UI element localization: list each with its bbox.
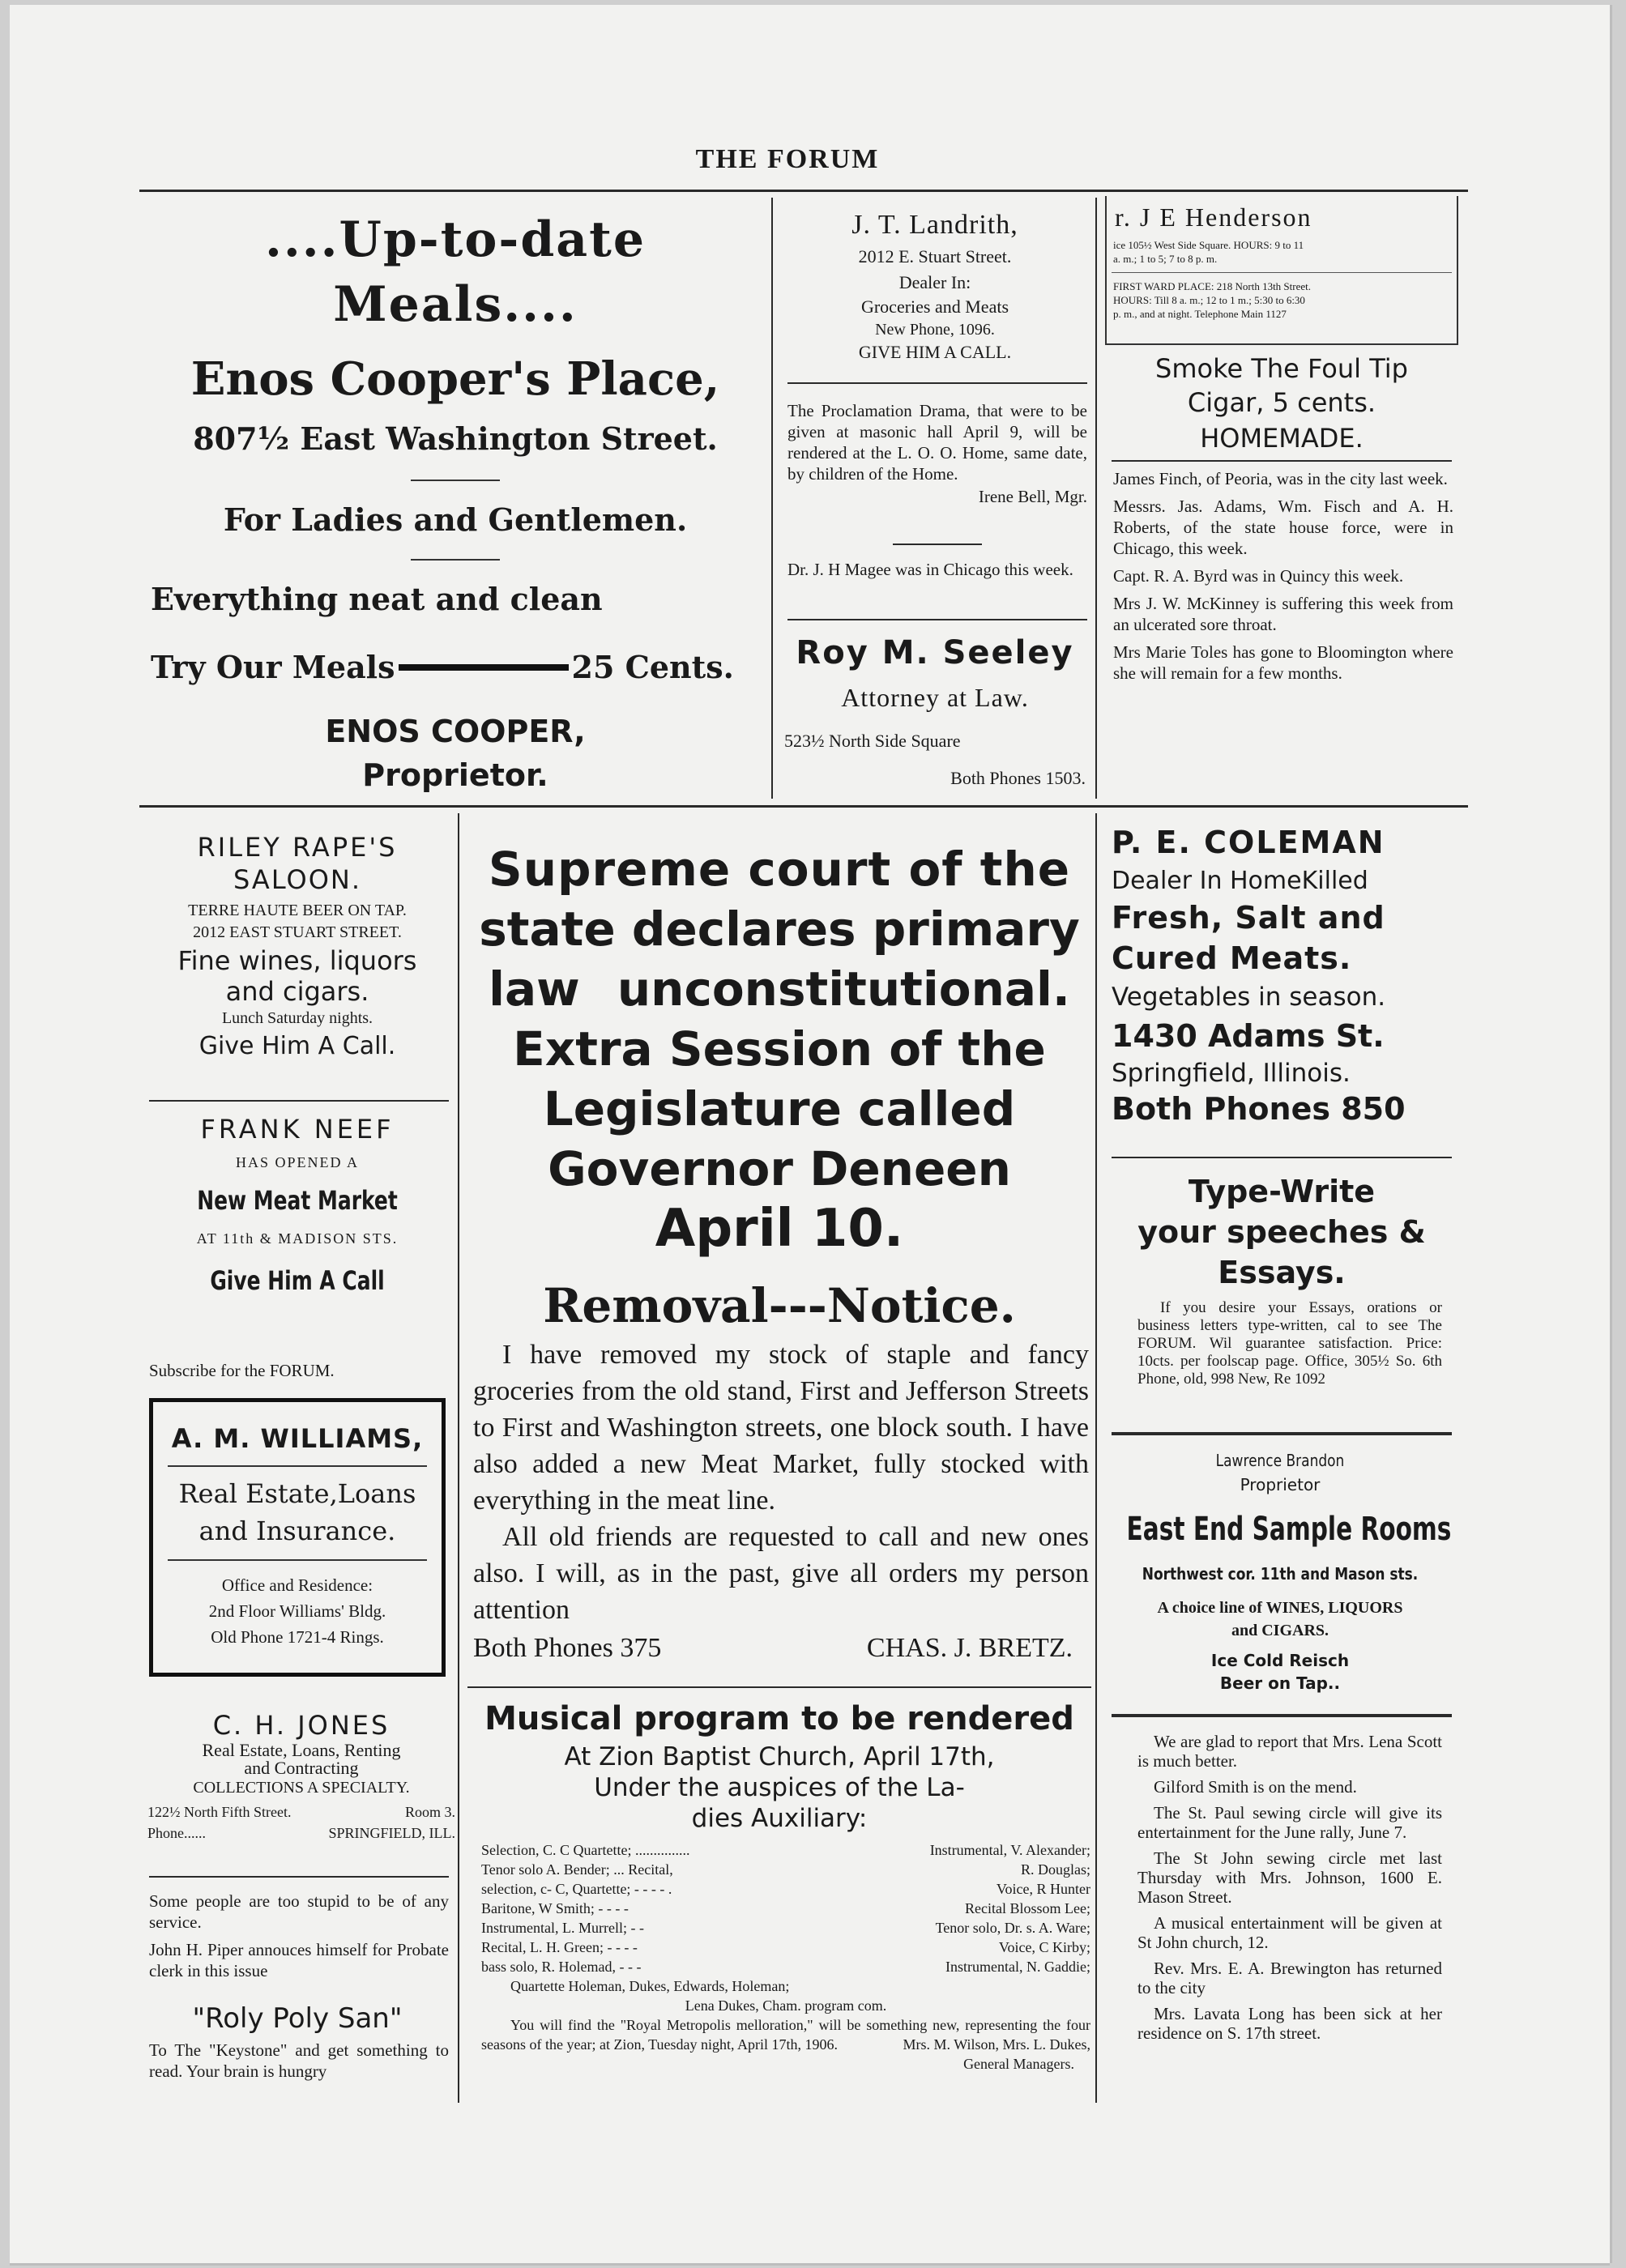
- cooper-try-line: [139, 645, 771, 690]
- removal-body2: All old friends are requested to call and new ones also. I will, as in the past, give all orders my person attention: [473, 1522, 1089, 1625]
- foultip-line3: HOMEMADE.: [1200, 423, 1364, 454]
- program-cell: Recital, L. H. Green; - - - -: [481, 1939, 638, 1955]
- personals-lower: [1137, 1732, 1442, 2049]
- rape-cigars: and cigars.: [225, 976, 369, 1007]
- divider: [787, 619, 1087, 620]
- coleman-veg: Vegetables in season.: [1112, 983, 1386, 1012]
- henderson-line5: p. m., and at night. Telephone Main 1127: [1113, 308, 1287, 320]
- notes-left: [149, 1891, 449, 1988]
- personal-item: Messrs. Jas. Adams, Wm. Fisch and A. H. Roberts, of the state house force, were in Chicago, this week.: [1113, 497, 1453, 558]
- program-cell: Instrumental, N. Gaddie;: [945, 1959, 1090, 1975]
- neef-location: AT 11th & MADISON STS.: [196, 1230, 399, 1247]
- divider: [411, 480, 500, 481]
- jones-address-line: [147, 1801, 455, 1823]
- proclamation-signed: Irene Bell, Mgr.: [978, 487, 1087, 506]
- williams-line2: and Insurance.: [198, 1516, 396, 1546]
- program-cell: R. Douglas;: [1020, 1861, 1090, 1878]
- headline-line-5: Legislature called: [543, 1081, 1016, 1136]
- removal-notice: [473, 1336, 1089, 1666]
- program-title: Musical program to be rendered: [484, 1700, 1074, 1737]
- personal-item: James Finch, of Peoria, was in the city last week.: [1113, 469, 1448, 488]
- program-cell: Tenor solo A. Bender; ... Recital,: [481, 1861, 673, 1878]
- program-cell: Instrumental, L. Murrell; - -: [481, 1920, 644, 1936]
- program-cell: Instrumental, V. Alexander;: [929, 1842, 1090, 1858]
- jones-line3: COLLECTIONS A SPECIALTY.: [193, 1779, 410, 1797]
- cooper-ladies: For Ladies and Gentlemen.: [223, 501, 688, 538]
- program-managers1: Mrs. M. Wilson, Mrs. L. Dukes,: [903, 2036, 1090, 2053]
- program-closing: You will find the "Royal Metropolis melloration," will be something new, representing the four seasons of the year; at Zion, Tuesday night, April 17th, 1906.: [481, 2017, 1090, 2053]
- cooper-price: 25 Cents.: [571, 649, 734, 685]
- roly-ad: [149, 2040, 449, 2088]
- roly-text: To The "Keystone" and get something to read. Your brain is hungry: [149, 2040, 449, 2081]
- cooper-try: Try Our Meals: [151, 649, 395, 685]
- typewrite-ad: [1103, 1171, 1460, 1293]
- piper-note: John H. Piper annouces himself for Probate clerk in this issue: [149, 1940, 449, 1980]
- landrith-goods: Groceries and Meats: [860, 296, 1009, 317]
- personal-item: Capt. R. A. Byrd was in Quincy this week.: [1113, 566, 1404, 586]
- typewrite-l3: Essays.: [1218, 1255, 1346, 1290]
- seeley-phones: Both Phones 1503.: [950, 768, 1086, 788]
- headline-line-3: law unconstitutional.: [489, 961, 1070, 1017]
- personals-right: [1113, 468, 1453, 690]
- seeley-name: Roy M. Seeley: [796, 634, 1074, 671]
- program-row: [481, 1918, 1090, 1938]
- neef-market: New Meat Market: [197, 1185, 398, 1216]
- rape-address: 2012 EAST STUART STREET.: [193, 923, 402, 941]
- program: [467, 1696, 1091, 1834]
- personal-item: Mrs. Lavata Long has been sick at her residence on S. 17th street.: [1137, 2004, 1442, 2043]
- program-managers2: General Managers.: [963, 2056, 1074, 2072]
- neef-call: Give Him A Call: [210, 1265, 385, 1296]
- column-rule-top-1: [771, 198, 773, 799]
- divider: [1112, 1432, 1452, 1435]
- seeley-address: 523½ North Side Square: [784, 731, 961, 751]
- williams-floor: 2nd Floor Williams' Bldg.: [208, 1601, 386, 1621]
- headline-line-4: Extra Session of the: [513, 1021, 1046, 1076]
- rape-saloon: SALOON.: [233, 864, 361, 895]
- personal-item: Mrs J. W. McKinney is suffering this week from an ulcerated sore throat.: [1113, 594, 1453, 634]
- rape-beer: TERRE HAUTE BEER ON TAP.: [188, 902, 407, 919]
- rape-wines: Fine wines, liquors: [177, 945, 417, 976]
- landrith-dealer: Dealer In:: [898, 272, 971, 292]
- coleman-city: Springfield, Illinois.: [1112, 1059, 1351, 1088]
- jones-address: 122½ North Fifth Street.: [147, 1804, 292, 1820]
- coleman-line1: Fresh, Salt and: [1112, 900, 1385, 936]
- neef-name: FRANK NEEF: [200, 1114, 395, 1145]
- coleman-ad: [1112, 820, 1460, 1128]
- program-quartette: Quartette Holeman, Dukes, Edwards, Holeman;: [510, 1978, 790, 1994]
- personal-item: The St John sewing circle met last Thursday with Mrs. Johnson, 1600 E. Mason Street.: [1137, 1848, 1442, 1907]
- henderson-line4: HOURS: Till 8 a. m.; 12 to 1 m.; 5:30 to 6:30: [1113, 294, 1305, 306]
- jones-line1: Real Estate, Loans, Renting: [202, 1740, 401, 1760]
- landrith-call: GIVE HIM A CALL.: [858, 342, 1012, 362]
- brandon-rooms: East End Sample Rooms: [1126, 1511, 1452, 1548]
- williams-name: A. M. WILLIAMS,: [171, 1423, 424, 1454]
- jones-line2: and Contracting: [244, 1758, 359, 1778]
- landrith-phone: New Phone, 1096.: [875, 321, 995, 339]
- jones-room: Room 3.: [404, 1804, 455, 1820]
- typewrite-l2: your speeches &: [1137, 1214, 1426, 1250]
- landrith-name: J. T. Landrith,: [851, 210, 1018, 240]
- personal-item: A musical entertainment will be given at St John church, 12.: [1137, 1913, 1442, 1952]
- cooper-proprietor-title: Proprietor.: [362, 757, 548, 793]
- program-row: [481, 1840, 1090, 1860]
- seeley-title: Attorney at Law.: [841, 683, 1029, 712]
- personal-item: Mrs Marie Toles has gone to Bloomington where she will remain for a few months.: [1113, 642, 1453, 683]
- rape-call: Give Him A Call.: [198, 1032, 396, 1060]
- program-cell: Selection, C. C Quartette; ...............: [481, 1842, 690, 1858]
- program-row: [481, 1879, 1090, 1899]
- henderson-line2: a. m.; 1 to 5; 7 to 8 p. m.: [1113, 253, 1218, 265]
- cooper-address: 807½ East Washington Street.: [193, 420, 718, 457]
- cooper-proprietor-name: ENOS COOPER,: [325, 714, 586, 749]
- program-row: [481, 1860, 1090, 1879]
- brandon-tap: Beer on Tap..: [1219, 1673, 1341, 1693]
- cooper-name: Enos Cooper's Place,: [190, 352, 720, 406]
- cooper-ad: [139, 207, 771, 797]
- brandon-ad: [1105, 1448, 1455, 1695]
- rape-ad: [139, 831, 455, 1063]
- foultip-ad: [1103, 352, 1460, 457]
- personal-item: Gilford Smith is on the mend.: [1154, 1777, 1357, 1797]
- brandon-title: Proprietor: [1240, 1475, 1321, 1494]
- divider: [149, 1876, 449, 1878]
- headline-line-6: Governor Deneen: [548, 1141, 1011, 1196]
- landrith-address: 2012 E. Stuart Street.: [858, 246, 1012, 266]
- jones-city: SPRINGFIELD, ILL.: [328, 1825, 455, 1841]
- stupid-note: Some people are too stupid to be of any service.: [149, 1891, 449, 1932]
- column-rule-bottom-2: [1095, 813, 1097, 2103]
- landrith-ad: [778, 207, 1092, 364]
- divider: [168, 1465, 427, 1467]
- program-cell: Baritone, W Smith; - - - -: [481, 1900, 629, 1916]
- williams-box: [149, 1398, 446, 1677]
- removal-sign-line: [473, 1630, 1089, 1666]
- coleman-name: P. E. COLEMAN: [1112, 825, 1385, 860]
- henderson-box: [1105, 196, 1458, 345]
- program-cell: Recital Blossom Lee;: [965, 1900, 1090, 1916]
- proclamation-text: The Proclamation Drama, that were to be given at masonic hall April 9, will be rendered at the L. O. O. Home, same date, by children of the Home.: [787, 401, 1087, 484]
- williams-office: Office and Residence:: [221, 1575, 373, 1595]
- removal-signed: CHAS. J. BRETZ.: [866, 1633, 1073, 1663]
- brandon-line1: A choice line of WINES, LIQUORS: [1157, 1599, 1403, 1617]
- roly-title: "Roly Poly San": [192, 2002, 403, 2035]
- cooper-headline: ....Up-to-date Meals....: [264, 211, 647, 333]
- divider: [1112, 1157, 1452, 1158]
- masthead-rule: [139, 190, 1468, 192]
- program-cell: selection, c- C, Quartette; - - - - .: [481, 1881, 672, 1897]
- henderson-name: r. J E Henderson: [1115, 202, 1312, 232]
- program-row: [481, 1899, 1090, 1918]
- column-rule-bottom-1: [458, 813, 459, 2103]
- cooper-neat: Everything neat and clean: [151, 581, 603, 617]
- removal-body: I have removed my stock of staple and fancy groceries from the old stand, First and Jefferson Streets to First and Washington streets, one block south. I have also added a new Meat Market, fully stocked with everything in the meat line.: [473, 1340, 1089, 1516]
- typewrite-l1: Type-Write: [1188, 1174, 1376, 1209]
- divider: [893, 544, 982, 545]
- headline-line-1: Supreme court of the: [488, 842, 1071, 897]
- divider: [168, 1559, 427, 1561]
- coleman-dealer: Dealer In HomeKilled: [1112, 867, 1368, 895]
- foultip-line2: Cigar, 5 cents.: [1187, 387, 1376, 418]
- henderson-line1: ice 105½ West Side Square. HOURS: 9 to 11: [1113, 239, 1304, 251]
- brandon-line2: and CIGARS.: [1231, 1622, 1329, 1639]
- proclamation-note: [787, 400, 1087, 514]
- neef-opened: HAS OPENED A: [235, 1154, 359, 1170]
- jones-ad: [147, 1709, 455, 1844]
- headline-line-7: April 10.: [655, 1199, 904, 1259]
- typewrite-body: If you desire your Essays, orations or business letters type-written, cal to see The FORUM. Wil guarantee satisfaction. Price: 10cts. per foolscap page. Office, 305½ So. 6th Phone, old, 998 New, Re 1092: [1137, 1299, 1442, 1388]
- headline-line-2: state declares primary: [479, 902, 1080, 957]
- brandon-ice: Ice Cold Reisch: [1210, 1651, 1350, 1670]
- horizontal-rule-middle: [139, 805, 1468, 808]
- brandon-corner: Northwest cor. 11th and Mason sts.: [1142, 1564, 1419, 1584]
- masthead: THE FORUM: [695, 144, 880, 174]
- personal-item: We are glad to report that Mrs. Lena Scott is much better.: [1137, 1732, 1442, 1771]
- magee-note: [787, 559, 1087, 586]
- coleman-line2: Cured Meats.: [1112, 940, 1352, 976]
- personal-item: The St. Paul sewing circle will give its entertainment for the June rally, June 7.: [1137, 1803, 1442, 1842]
- jones-phone-line: [147, 1823, 455, 1844]
- removal-title: Removal---Notice.: [543, 1278, 1016, 1333]
- program-sub3: dies Auxiliary:: [691, 1804, 868, 1833]
- coleman-address: 1430 Adams St.: [1112, 1018, 1385, 1054]
- program-cell: Tenor solo, Dr. s. A. Ware;: [935, 1920, 1090, 1936]
- personal-item: Rev. Mrs. E. A. Brewington has returned to the city: [1137, 1959, 1442, 1997]
- jones-name: C. H. JONES: [212, 1710, 390, 1741]
- program-sub2: Under the auspices of the La-: [594, 1773, 965, 1802]
- rape-name: RILEY RAPE'S: [197, 832, 398, 863]
- program-row: [481, 1957, 1090, 1976]
- divider: [1112, 1714, 1452, 1717]
- newspaper-page: [10, 5, 1610, 2263]
- henderson-line3: FIRST WARD PLACE: 218 North 13th Street.: [1113, 280, 1312, 292]
- program-cell: Voice, C Kirby;: [998, 1939, 1090, 1955]
- neef-ad: [139, 1110, 455, 1309]
- rape-lunch: Lunch Saturday nights.: [221, 1009, 373, 1027]
- divider: [1112, 272, 1452, 273]
- divider: [411, 559, 500, 561]
- divider: [467, 1686, 1091, 1688]
- program-dukes: Lena Dukes, Cham. program com.: [685, 1997, 887, 2014]
- williams-phone: Old Phone 1721-4 Rings.: [211, 1627, 384, 1647]
- brandon-name: Lawrence Brandon: [1215, 1451, 1345, 1470]
- magee-text: Dr. J. H Magee was in Chicago this week.: [787, 560, 1073, 579]
- williams-line1: Real Estate,Loans: [178, 1478, 416, 1509]
- subscribe-note: Subscribe for the FORUM.: [149, 1361, 335, 1380]
- program-cell: Voice, R Hunter: [996, 1881, 1090, 1897]
- program-cell: bass solo, R. Holemad, - - -: [481, 1959, 642, 1975]
- dash-bar: [399, 664, 569, 671]
- program-sub1: At Zion Baptist Church, April 17th,: [564, 1742, 995, 1771]
- divider: [787, 382, 1087, 384]
- divider: [149, 1100, 449, 1102]
- removal-phones: Both Phones 375: [473, 1633, 662, 1663]
- headline-block: [467, 839, 1091, 1259]
- program-table: [481, 1840, 1090, 2074]
- divider: [1112, 460, 1452, 462]
- coleman-phones: Both Phones 850: [1112, 1091, 1406, 1127]
- jones-phone: Phone......: [147, 1825, 206, 1841]
- column-rule-top-2: [1095, 198, 1097, 799]
- foultip-line1: Smoke The Foul Tip: [1155, 353, 1408, 384]
- program-row: [481, 1938, 1090, 1957]
- seeley-ad: [778, 629, 1092, 792]
